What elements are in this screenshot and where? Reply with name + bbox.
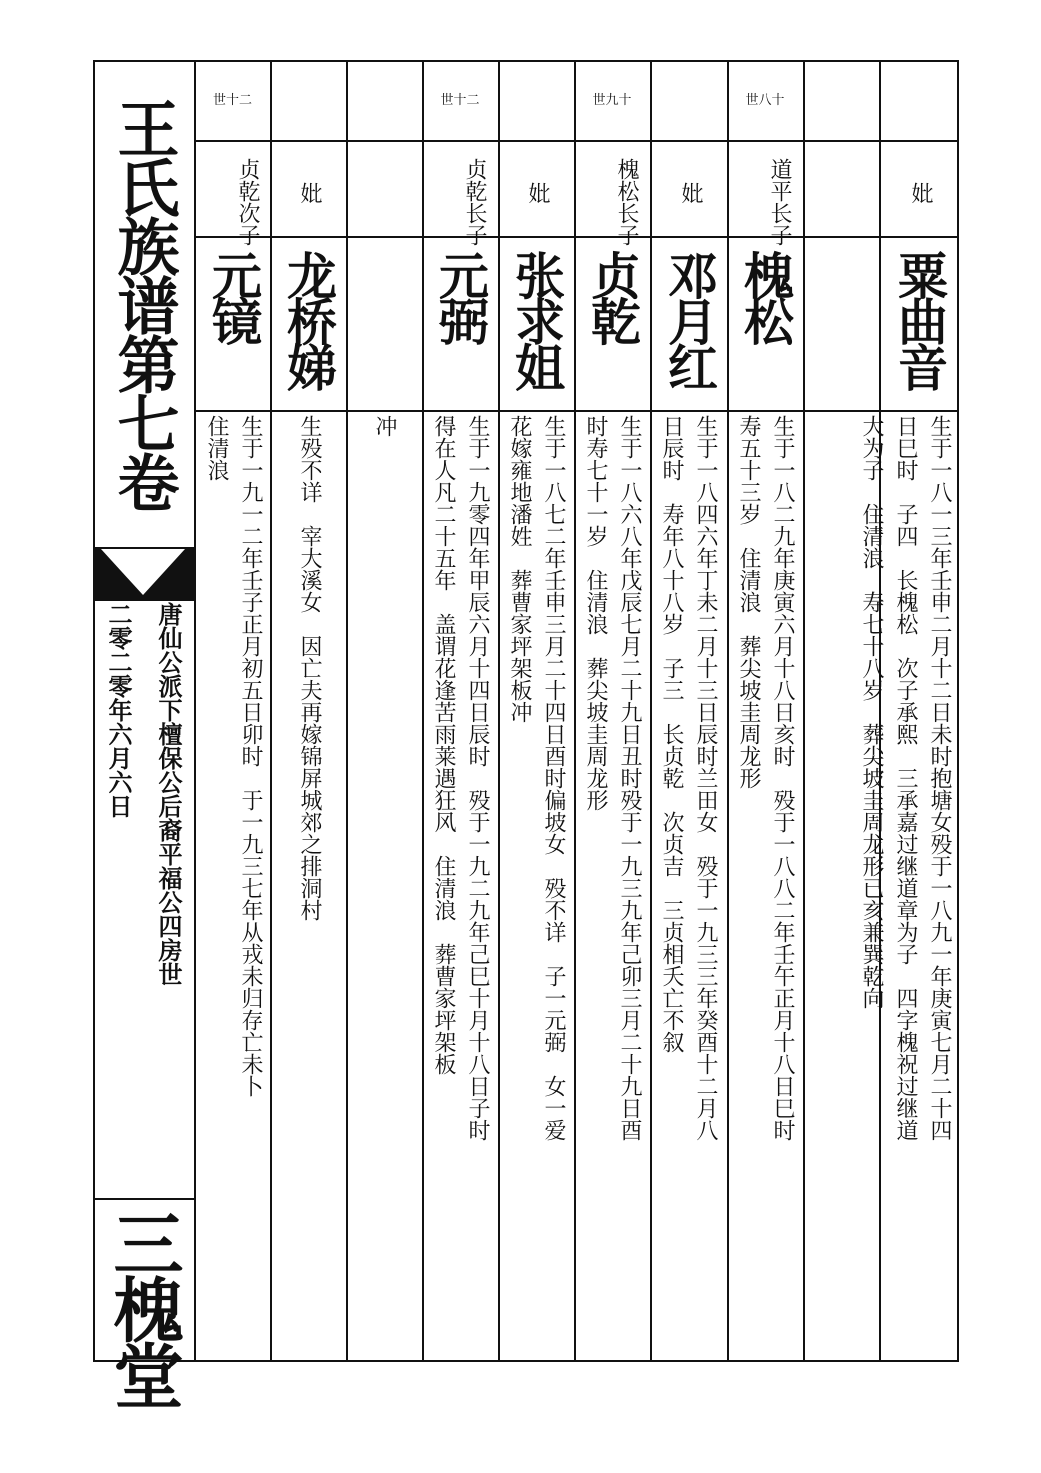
bio-line: 生殁不详 宰大溪女 因亡夫再嫁锦屏城郊之排洞村 — [297, 415, 322, 921]
person-bio — [367, 415, 401, 1355]
generation-label — [803, 62, 879, 140]
generation-label: 世九十 — [592, 93, 632, 108]
relation-cell — [879, 142, 958, 236]
relation-line: 长子 — [767, 202, 792, 246]
generation-label: 世八十 — [745, 93, 785, 108]
relation-cell — [727, 142, 803, 246]
person-name — [805, 250, 877, 400]
bio-line: 日辰时 寿年八十八岁 子三 长贞乾 次贞吉 三贞相夭亡不叙 — [659, 415, 684, 1053]
person-bio — [502, 415, 570, 1355]
bio-line: 住清浪 — [204, 415, 229, 481]
bio-line: 时寿七十一岁 住清浪 葬尖坡圭周龙形 — [583, 415, 608, 811]
person-name: 龙桥娣 — [279, 250, 338, 388]
relation-text: 妣 — [525, 182, 550, 204]
book-title: 王氏族谱第七卷 — [107, 96, 180, 510]
person-bio — [654, 415, 722, 1355]
bio-line: 生于一八六八年戊辰七月二十九日丑时殁于一九三九年己卯三月二十九日酉 — [617, 415, 642, 1141]
bio-line: 生于一八七二年壬申三月二十四日酉时偏坡女 殁不详 子一元弼 女一爱 — [541, 415, 566, 1141]
relation-cell — [422, 142, 498, 246]
bio-line: 冲 — [372, 415, 397, 437]
person-bio — [199, 415, 267, 1355]
person-name: 张求姐 — [507, 250, 566, 388]
book-spine — [93, 60, 196, 1406]
relation-text — [737, 158, 793, 246]
bio-line: 大为子 住清浪 寿七十八岁 葬尖坡圭周龙形已亥兼巽乾向 — [859, 415, 884, 1009]
relation-line: 次子 — [235, 202, 260, 246]
bio-line: 生于一九零四年甲辰六月十四日辰时 殁于一九二九年己巳十月十八日子时 — [465, 415, 490, 1141]
generation-label — [270, 62, 346, 140]
relation-cell — [650, 142, 727, 236]
relation-cell — [195, 142, 270, 246]
person-bio — [838, 415, 956, 1355]
generation-label — [650, 62, 727, 140]
generation-label: 世十二 — [440, 93, 480, 108]
relation-text: 妣 — [908, 182, 933, 204]
hall-name: 三槐堂 — [102, 1208, 185, 1406]
bio-line: 花嫁雍地潘姓 葬曹家坪架板冲 — [507, 415, 532, 723]
person-bio — [292, 415, 326, 1355]
person-bio — [426, 415, 494, 1355]
row-divider — [195, 410, 959, 412]
bio-line: 生于一八四六年丁未二月十三日辰时兰田女 殁于一九三三年癸酉十二月八 — [693, 415, 718, 1141]
column-divider — [346, 60, 348, 1362]
relation-cell — [270, 142, 346, 236]
person-name: 元弼 — [431, 250, 490, 342]
person-bio — [578, 415, 646, 1355]
relation-line: 长子 — [462, 202, 487, 246]
person-name: 槐松 — [736, 250, 795, 342]
generation-label: 世十二 — [212, 93, 252, 108]
relation-text: 妣 — [678, 182, 703, 204]
relation-line: 贞乾 — [462, 158, 487, 202]
bio-line: 生于一八二九年庚寅六月十八日亥时 殁于一八八二年壬午正月十八日巳时 — [770, 415, 795, 1141]
row-divider — [195, 236, 959, 238]
bio-line: 生于一九一二年壬子正月初五日卯时 于一九三七年从戎未归存亡未卜 — [238, 415, 263, 1097]
branch-lineage: 唐仙公派下檀保公后裔平福公四房世 — [154, 602, 183, 986]
generation-label — [498, 62, 574, 140]
relation-line: 贞乾 — [235, 158, 260, 202]
relation-text — [205, 158, 261, 246]
relation-cell — [498, 142, 574, 236]
person-name: 邓月红 — [660, 250, 719, 388]
relation-line: 道平 — [767, 158, 792, 202]
relation-line: 长子 — [614, 202, 639, 246]
bio-line: 寿五十三岁 住清浪 葬尖坡圭周龙形 — [736, 415, 761, 789]
relation-text: 妣 — [297, 182, 322, 204]
compile-date: 二零二零年六月六日 — [104, 602, 133, 818]
bio-line: 生于一八一三年壬申二月十二日未时抱塘女殁于一八九一年庚寅七月二十四 — [927, 415, 952, 1141]
generation-label — [879, 62, 958, 140]
bio-line: 得在人凡二十五年 盖谓花逢苦雨莱遇狂风 住清浪 葬曹家坪架板 — [431, 415, 456, 1075]
relation-cell — [574, 142, 650, 246]
relation-line: 槐松 — [614, 158, 639, 202]
spine-divider-lower — [93, 1198, 194, 1200]
relation-text — [432, 158, 488, 246]
person-bio — [731, 415, 799, 1355]
bio-line: 日巳时 子四 长槐松 次子承熙 三承嘉过继道章为子 四字槐祝过继道 — [893, 415, 918, 1141]
person-name: 贞乾 — [583, 250, 642, 342]
fishtail-notch — [101, 549, 185, 595]
person-name: 元镜 — [204, 250, 263, 342]
person-name: 粟曲音 — [890, 250, 949, 388]
column-divider — [650, 60, 652, 1362]
relation-text — [584, 158, 640, 246]
